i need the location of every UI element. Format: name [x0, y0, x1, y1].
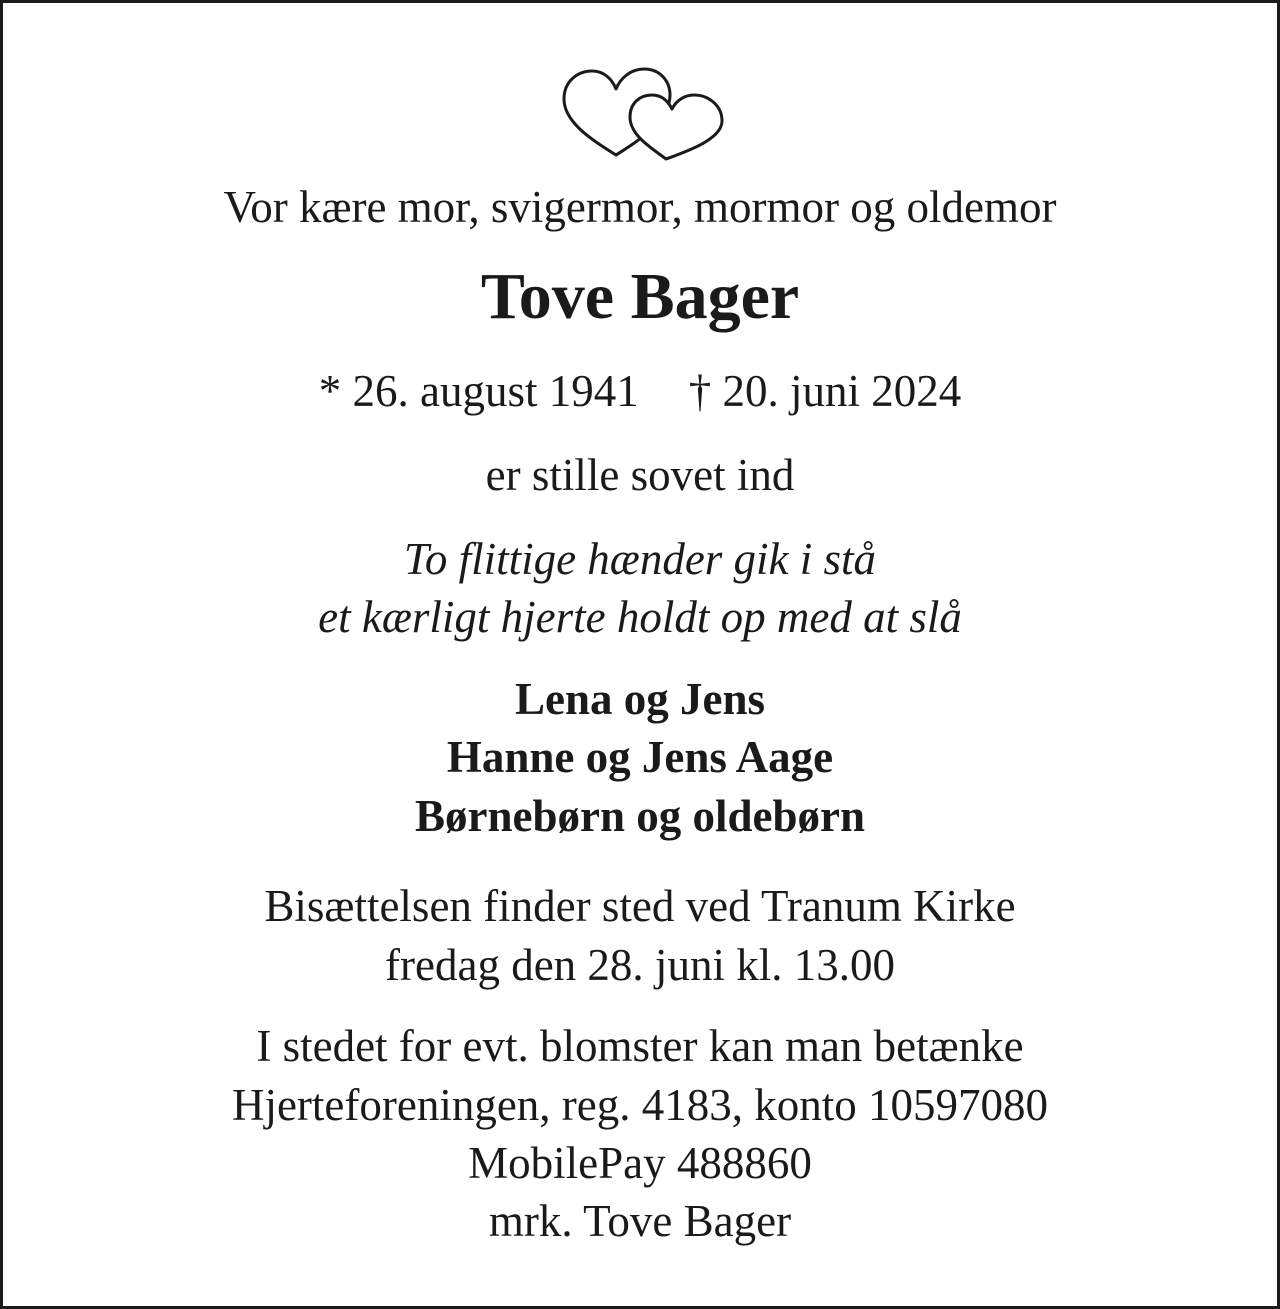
donation-line: MobilePay 488860: [468, 1138, 812, 1188]
verse-line: et kærligt hjerte holdt op med at slå: [318, 592, 962, 642]
deceased-name: Tove Bager: [480, 260, 800, 333]
family-line: Lena og Jens: [514, 674, 766, 724]
donation-line: mrk. Tove Bager: [488, 1196, 792, 1246]
family-line: Hanne og Jens Aage: [446, 732, 834, 782]
double-hearts-icon: [558, 63, 728, 163]
intro-text: Vor kære mor, svigermor, mormor og oldemor: [223, 182, 1057, 232]
death-date: † 20. juni 2024: [688, 366, 962, 416]
birth-date: * 26. august 1941: [318, 366, 639, 416]
life-dates: [3, 365, 1277, 417]
funeral-line: Bisættelsen finder sted ved Tranum Kirke: [264, 881, 1016, 931]
donation-line: I stedet for evt. blomster kan man betænke: [256, 1021, 1024, 1071]
donation-line: Hjerteforeningen, reg. 4183, konto 10597080: [231, 1080, 1049, 1130]
family-line: Børnebørn og oldebørn: [414, 791, 866, 841]
rest-text: er stille sovet ind: [485, 450, 795, 500]
verse-line: To flittige hænder gik i stå: [403, 534, 877, 584]
funeral-line: fredag den 28. juni kl. 13.00: [385, 940, 895, 990]
